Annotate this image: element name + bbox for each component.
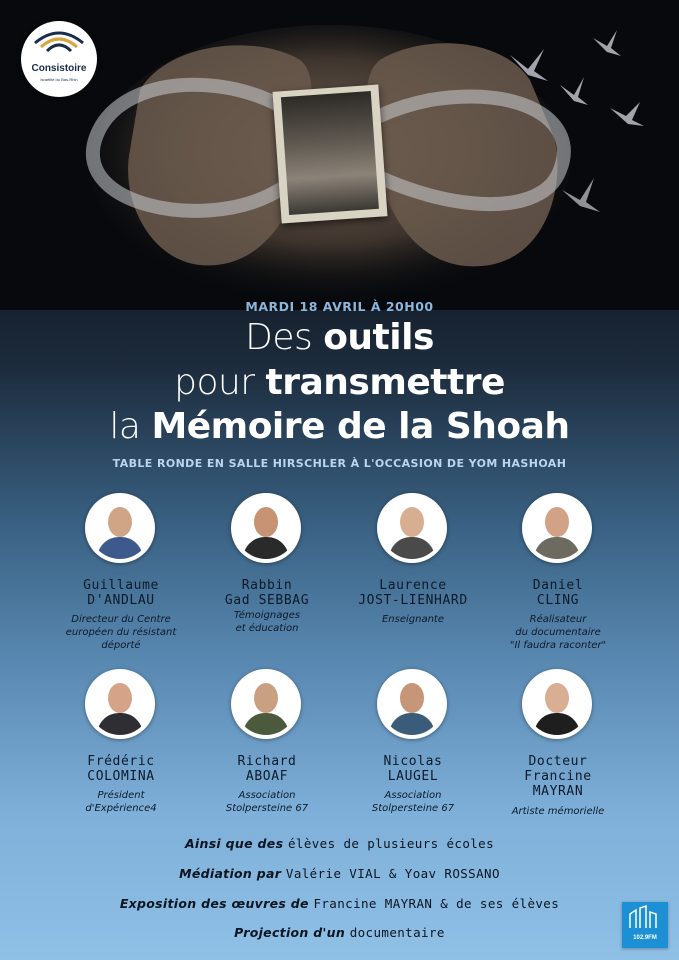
logo-emblem-icon: [21, 21, 97, 61]
speaker-role: Artiste mémorielle: [511, 806, 605, 817]
speaker-photo: [377, 493, 447, 563]
speaker-last-name: COLOMINA: [87, 769, 155, 784]
speaker-role: Stolpersteine 67: [225, 803, 309, 814]
event-date: MARDI 18 AVRIL À 20H00: [245, 299, 434, 314]
speaker-first-name: Laurence: [379, 578, 447, 593]
speaker-last-name: JOST-LIENHARD: [358, 593, 468, 608]
footer-students: Ainsi que des élèves de plusieurs écoles: [184, 836, 495, 851]
speaker-role: Directeur du Centre: [71, 614, 171, 625]
vintage-photo: [273, 84, 388, 223]
speaker-first-name: Guillaume: [83, 578, 159, 593]
radio-emblem-icon: [622, 902, 668, 934]
speaker-last-name: Gad SEBBAG: [224, 593, 310, 608]
speaker-photo: [85, 493, 155, 563]
speaker-role: d'Expérience4: [85, 803, 157, 814]
logo-name: Consistoire: [31, 63, 87, 74]
speaker-last-name: ABOAF: [245, 769, 289, 784]
speaker-role: Témoignages: [233, 610, 301, 621]
speaker-role: déporté: [101, 640, 141, 651]
event-title-line-3: la Mémoire de la Shoah: [109, 406, 570, 447]
speaker-role: Enseignante: [381, 614, 445, 625]
speaker-role: Réalisateur: [529, 614, 587, 625]
event-title-line-2: pour transmettre: [174, 362, 505, 403]
speaker-role: et éducation: [235, 623, 299, 634]
speaker-first-name: Richard: [237, 754, 297, 769]
speaker-photo: [231, 493, 301, 563]
speaker-first-name: Docteur: [528, 754, 588, 769]
event-title-line-1: Des outils: [245, 317, 434, 358]
speaker-first-name: Daniel: [532, 578, 584, 593]
speaker-last-name: D'ANDLAU: [87, 593, 155, 608]
speaker-last-name: Francine: [524, 769, 592, 784]
speaker-card: [483, 669, 633, 829]
speaker-photo: [522, 493, 592, 563]
speaker-card: [192, 669, 342, 829]
logo-subtitle: Israélite du Bas-Rhin: [40, 77, 78, 82]
speaker-role: Président: [97, 790, 145, 801]
speaker-card: [192, 493, 342, 663]
speaker-photo: [377, 669, 447, 739]
speaker-role: Association: [384, 790, 442, 801]
speaker-role: Stolpersteine 67: [371, 803, 455, 814]
speaker-role: "Il faudra raconter": [509, 640, 607, 651]
footer-exhibition: Exposition des œuvres de Francine MAYRAN & de ses élèves: [119, 896, 560, 911]
speaker-card: [46, 669, 196, 829]
event-subtitle: TABLE RONDE EN SALLE HIRSCHLER À L'OCCASION DE YOM HASHOAH: [112, 457, 567, 470]
speaker-last-name: MAYRAN: [532, 784, 584, 799]
speaker-last-name: CLING: [536, 593, 580, 608]
speaker-first-name: Frédéric: [87, 754, 155, 769]
footer-mediation: Médiation par Valérie VIAL & Yoav ROSSANO: [179, 866, 500, 881]
speaker-first-name: Rabbin: [241, 578, 293, 593]
footer-projection: Projection d'un documentaire: [234, 925, 445, 940]
child-portrait: [281, 91, 379, 215]
speaker-photo: [85, 669, 155, 739]
consistoire-logo: [21, 21, 97, 97]
speaker-card: [338, 493, 488, 663]
radio-logo: [622, 902, 668, 948]
speaker-photo: [522, 669, 592, 739]
speaker-role: Association: [238, 790, 296, 801]
speaker-photo: [231, 669, 301, 739]
speaker-role: du documentaire: [515, 627, 601, 638]
speaker-role: européen du résistant: [65, 627, 177, 638]
speaker-first-name: Nicolas: [383, 754, 443, 769]
speaker-card: [483, 493, 633, 663]
speaker-last-name: LAUGEL: [387, 769, 439, 784]
radio-frequency: 102.9FM: [633, 935, 657, 941]
speaker-card: [338, 669, 488, 829]
speaker-card: [46, 493, 196, 663]
